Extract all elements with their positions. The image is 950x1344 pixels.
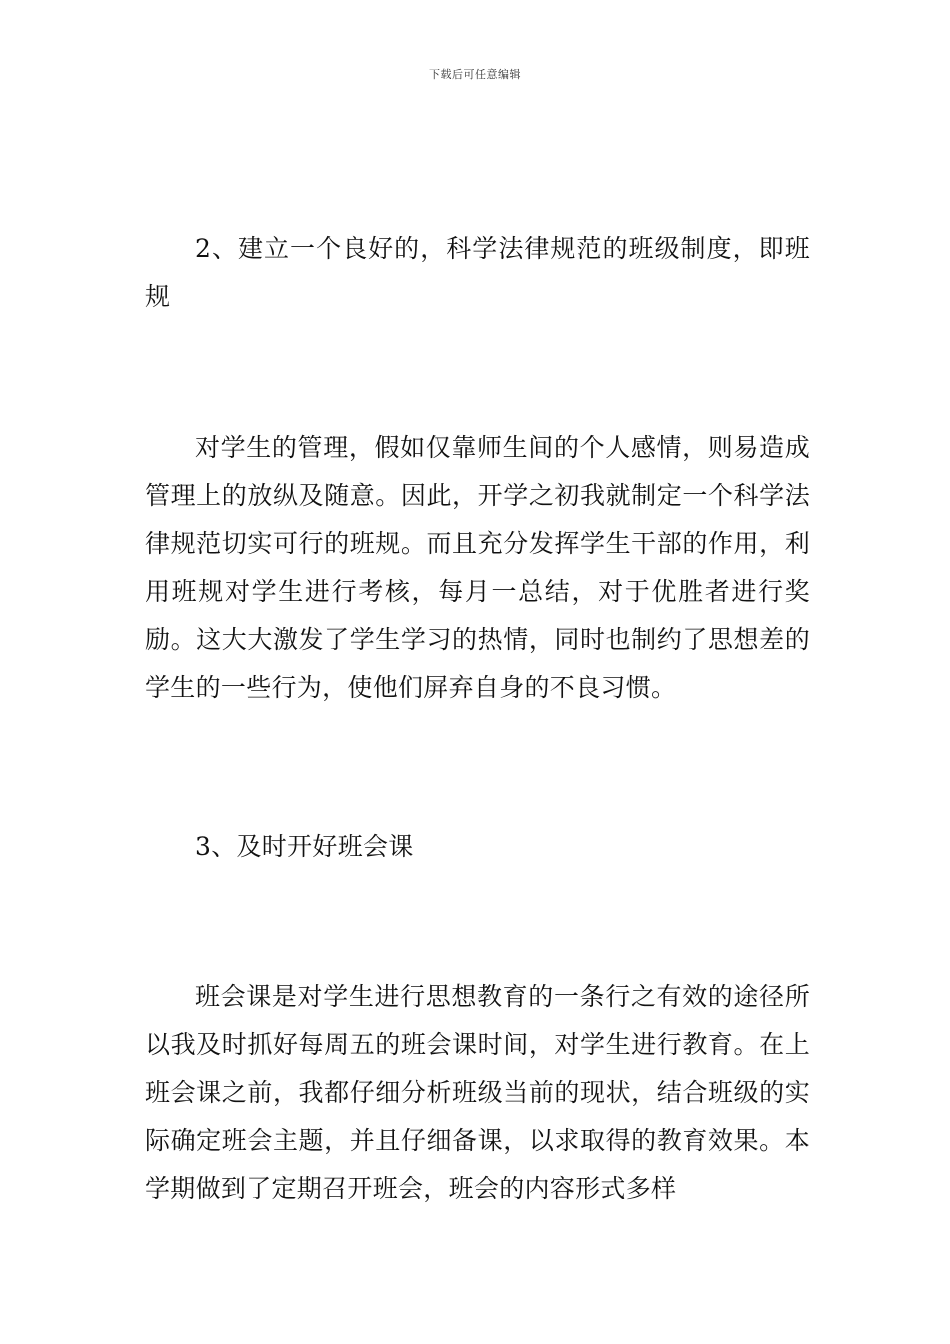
paragraph-class-meeting: 班会课是对学生进行思想教育的一条行之有效的途径所以我及时抓好每周五的班会课时间，对学生进行教育。在上班会课之前，我都仔细分析班级当前的现状，结合班级的实际确定班会主题，并且仔细备课，以求取得的教育效果。本学期做到了定期召开班会，班会的内容形式多样 [145,982,810,1203]
paragraph-class-rules: 对学生的管理，假如仅靠师生间的个人感情，则易造成管理上的放纵及随意。因此，开学之初我就制定一个科学法律规范切实可行的班规。而且充分发挥学生干部的作用，利用班规对学生进行考核，每月一总结，对于优胜者进行奖励。这大大激发了学生学习的热情，同时也制约了思想差的学生的一些行为，使他们屏弃自身的不良习惯。 [145,433,810,702]
section-heading-3: 3、及时开好班会课 [195,832,414,861]
page-header-note: 下载后可任意编辑 [429,68,521,81]
section-heading-2: 2、建立一个良好的，科学法律规范的班级制度，即班规 [145,234,810,311]
